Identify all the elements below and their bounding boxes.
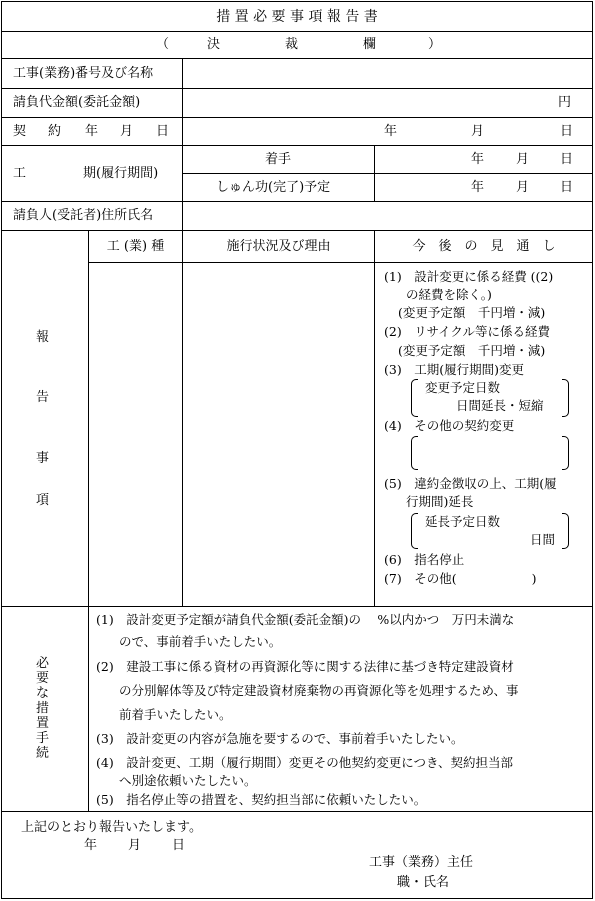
finish-year: 年: [471, 180, 485, 195]
rule: [1, 58, 593, 59]
decision-paren-open: （: [156, 37, 170, 52]
bracket-left: [411, 436, 418, 470]
finish-month: 月: [516, 180, 530, 195]
rule: [1, 606, 593, 607]
outlook-line: 日間: [530, 532, 556, 547]
procedure-side-char: 置: [36, 716, 50, 731]
amount-unit: 円: [558, 95, 572, 110]
start-day: 日: [560, 152, 574, 167]
outlook-line: (1) 設計変更に係る経費 ((2): [384, 269, 554, 284]
start-month: 月: [516, 152, 530, 167]
contract-date-char: 月: [120, 124, 134, 139]
name-label: 職・氏名: [397, 875, 450, 890]
rule: [1, 117, 593, 118]
procedure-side-char: 措: [36, 701, 50, 716]
rule: [1, 145, 593, 146]
rule: [88, 262, 593, 263]
period-label-1: 工: [13, 166, 27, 181]
outlook-line: (3) 工期(履行期間)変更: [384, 362, 524, 377]
contract-date-char: 約: [48, 124, 62, 139]
chief-label: 工事（業務）主任: [369, 855, 474, 870]
bracket-right: [562, 436, 569, 470]
procedure-line: (4) 設計変更、工期（履行期間）変更その他契約変更につき、契約担当部: [96, 755, 513, 770]
bracket-left: [411, 513, 418, 549]
rule: [374, 230, 375, 606]
rule: [1, 88, 593, 89]
rule: [1, 31, 593, 32]
outlook-line: (変更予定額 千円増・減): [398, 343, 546, 358]
outlook-line: 日間延長・短縮: [456, 398, 544, 413]
procedure-side-char: 手: [36, 731, 50, 746]
outlook-line: の経費を除く。): [406, 287, 492, 302]
bracket-left: [411, 379, 418, 417]
report-side-char: 告: [36, 390, 50, 405]
rule: [182, 173, 593, 174]
rule: [1, 230, 593, 231]
procedure-side-char: 続: [36, 746, 50, 761]
contract-amount-label: 請負代金額(委託金額): [13, 95, 141, 110]
start-label: 着手: [265, 152, 292, 167]
outlook-line: (変更予定額 千円増・減): [398, 305, 546, 320]
footer-month: 月: [128, 838, 142, 853]
decision-label: 決 裁 欄: [207, 37, 377, 52]
outlook-line: 延長予定日数: [425, 514, 501, 529]
procedure-side-char: な: [36, 686, 50, 701]
outlook-line: 変更予定日数: [425, 380, 501, 395]
outlook-line: (2) リサイクル等に係る経費: [384, 324, 550, 339]
contract-date-char: 日: [156, 124, 170, 139]
procedure-line: の分別解体等及び特定建設資材廃棄物の再資源化等を処理するため、事: [119, 683, 519, 698]
bracket-right: [562, 379, 569, 417]
procedure-line: ので、事前着手いたしたい。: [119, 634, 282, 649]
rule: [1, 811, 593, 812]
work-type-header: 工 (業) 種: [106, 239, 165, 254]
procedure-line: (3) 設計変更の内容が急施を要するので、事前着手いたしたい。: [96, 731, 464, 746]
contract-day: 日: [560, 124, 574, 139]
bracket-right: [562, 513, 569, 549]
start-year: 年: [471, 152, 485, 167]
procedure-side-char: 要: [36, 671, 50, 686]
procedure-line: (1) 設計変更予定額が請負代金額(委託金額)の %以内かつ 万円未満な: [96, 612, 515, 627]
footer-day: 日: [172, 838, 186, 853]
status-header: 施行状況及び理由: [226, 239, 331, 254]
procedure-line: へ別途依頼いたしたい。: [119, 773, 257, 788]
outlook-line: (7) その他( ): [384, 571, 537, 586]
footer-year: 年: [84, 838, 98, 853]
outlook-header: 今 後 の 見 通 し: [412, 239, 556, 254]
report-side-char: 項: [36, 493, 50, 508]
period-label-2: 期(履行期間): [83, 166, 159, 181]
finish-day: 日: [560, 180, 574, 195]
procedure-side-char: 必: [36, 656, 50, 671]
rule: [88, 230, 89, 606]
contract-date-char: 年: [85, 124, 99, 139]
rule: [182, 58, 183, 230]
outlook-line: (5) 違約金徴収の上、工期(履: [384, 476, 557, 491]
contract-date-char: 契: [13, 124, 27, 139]
contract-month: 月: [471, 124, 485, 139]
finish-label: しゅん功(完了)予定: [216, 180, 331, 195]
contractor-label: 請負人(受託者)住所氏名: [13, 208, 154, 223]
form-title: 措 置 必 要 事 項 報 告 書: [216, 9, 378, 25]
rule: [88, 606, 89, 811]
contract-year: 年: [384, 124, 398, 139]
procedure-line: (5) 指名停止等の措置を、契約担当部に依頼いたしたい。: [96, 792, 427, 807]
rule: [1, 201, 593, 202]
procedure-line: 前着手いたしたい。: [119, 707, 232, 722]
rule: [374, 145, 375, 201]
outlook-line: 行期間)延長: [406, 494, 474, 509]
report-side-char: 報: [36, 330, 50, 345]
rule: [182, 230, 183, 606]
report-side-char: 事: [36, 451, 50, 466]
project-name-label: 工事(業務)番号及び名称: [13, 66, 154, 81]
decision-paren-close: ）: [428, 37, 442, 52]
outlook-line: (6) 指名停止: [384, 552, 465, 567]
report-statement: 上記のとおり報告いたします。: [21, 820, 202, 835]
procedure-line: (2) 建設工事に係る資材の再資源化等に関する法律に基づき特定建設資材: [96, 659, 514, 674]
outlook-line: (4) その他の契約変更: [384, 418, 515, 433]
